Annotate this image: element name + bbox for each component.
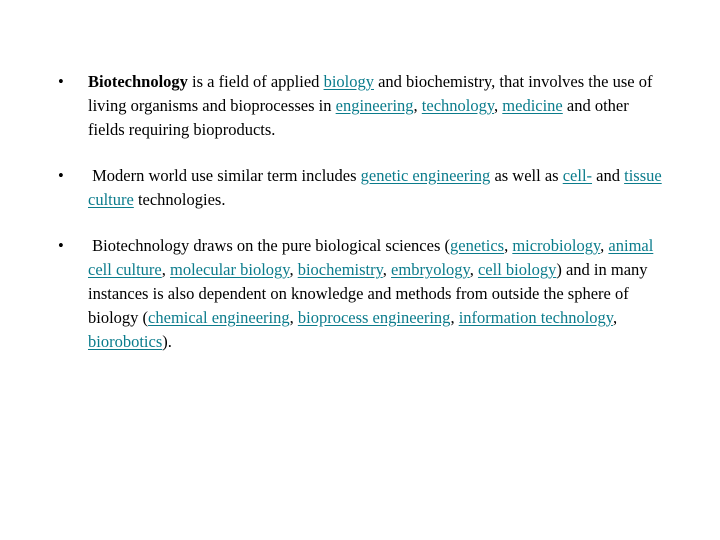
link-microbiology[interactable]: microbiology <box>512 236 601 255</box>
bullet-marker: • <box>58 72 64 91</box>
link-biorobotics[interactable]: biorobotics <box>88 332 163 351</box>
link-genetic-engineering[interactable]: genetic engineering <box>360 166 491 185</box>
link-information-technology[interactable]: information technology <box>458 308 613 327</box>
link-bioprocess-engineering[interactable]: bioprocess engineering <box>297 308 451 327</box>
link-chemical-engineering[interactable]: chemical engineering <box>148 308 290 327</box>
link-molecular-biology[interactable]: molecular biology <box>170 260 290 279</box>
bullet-text: Modern world use similar term includes genetic engineering as well as cell- and tissue culture technologies. <box>88 166 662 209</box>
link-technology[interactable]: technology <box>421 96 495 115</box>
bullet-list <box>58 70 668 354</box>
link-tissue-culture[interactable]: tissue culture <box>88 166 662 209</box>
link-biology[interactable]: biology <box>323 72 374 91</box>
bullet-marker: • <box>58 236 64 255</box>
link-cell-biology[interactable]: cell biology <box>477 260 557 279</box>
link-biochemistry[interactable]: biochemistry <box>297 260 383 279</box>
link-cell[interactable]: cell- <box>562 166 593 185</box>
bullet-marker: • <box>58 166 64 185</box>
bullet-text: Biotechnology is a field of applied biology and biochemistry, that involves the use of living organisms and bioprocesses in engineering, technology, medicine and other fields requiring bioproducts. <box>88 72 653 139</box>
link-genetics[interactable]: genetics <box>450 236 505 255</box>
link-embryology[interactable]: embryology <box>391 260 470 279</box>
bullet-text: Biotechnology draws on the pure biological sciences (genetics, microbiology, animal cell culture, molecular biology, biochemistry, embryology, cell biology) and in many instances is also dependent on knowledge and methods from outside the sphere of biology (chemical engineering, bioprocess engineering, information technology, biorobotics). <box>88 236 654 351</box>
term-biotechnology: Biotechnology <box>88 72 188 91</box>
link-engineering[interactable]: engineering <box>335 96 414 115</box>
bullet-item-modern-world <box>58 164 668 212</box>
bullet-item-biological-sciences <box>58 234 668 354</box>
bullet-item-biotechnology-definition <box>58 70 668 142</box>
link-animal-cell-culture[interactable]: animal cell culture <box>88 236 654 279</box>
link-medicine[interactable]: medicine <box>502 96 563 115</box>
